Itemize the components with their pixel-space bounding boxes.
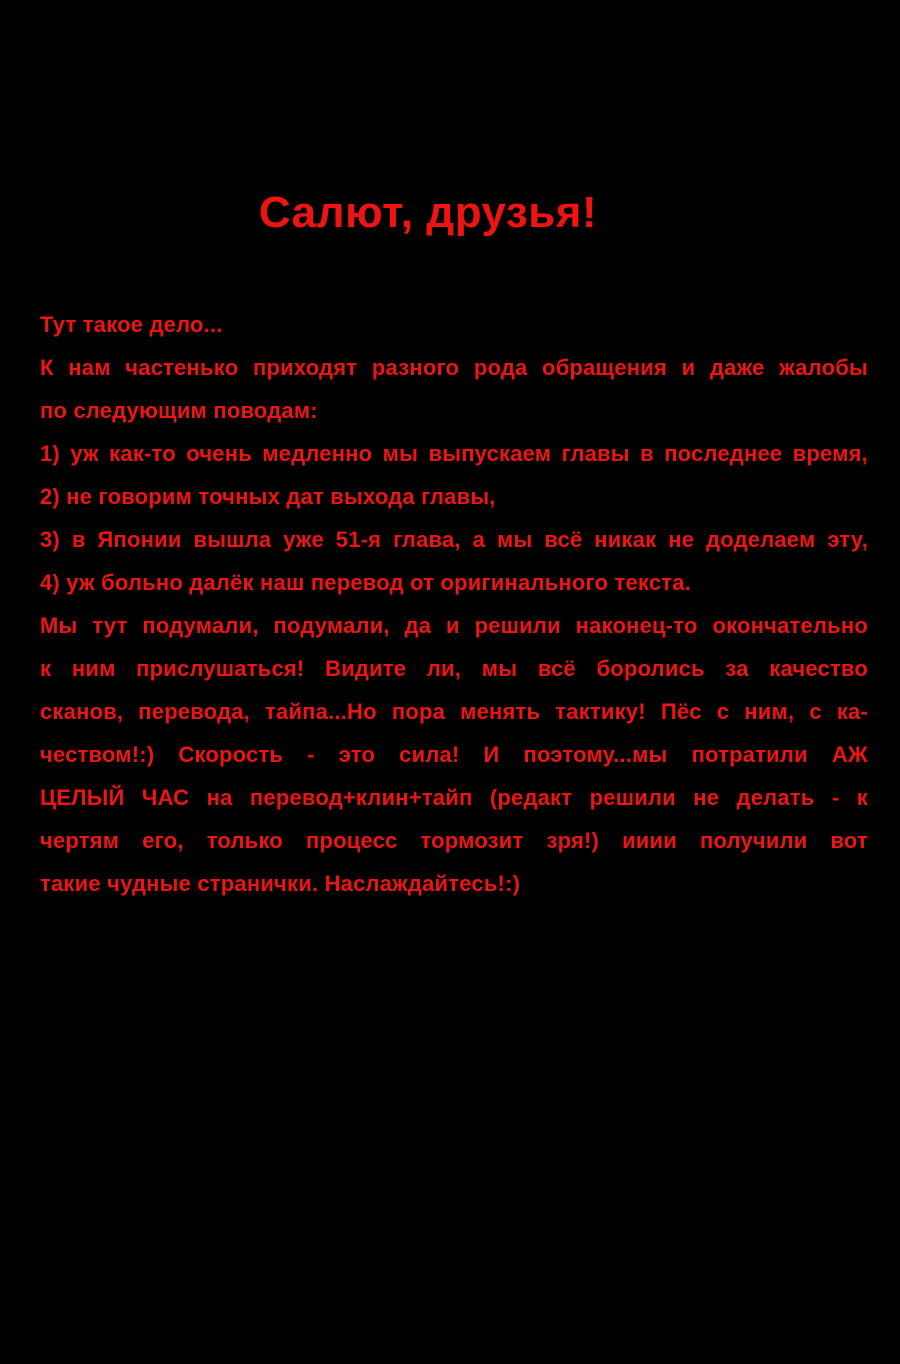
text-line: ЦЕЛЫЙ ЧАС на перевод+клин+тайп (редакт решили не делать - к (40, 785, 868, 810)
text-line: сканов, перевода, тайпа...Но пора менять тактику! Пёс с ним, с ка- (40, 699, 868, 724)
page-title: Салют, друзья! (258, 188, 598, 237)
note-text-block (0, 303, 900, 905)
text-line: такие чудные странички. Наслаждайтесь!:) (40, 871, 521, 896)
text-line: Тут такое дело... (40, 312, 223, 337)
text-line: 3) в Японии вышла уже 51-я глава, а мы всё никак не доделаем эту, (40, 527, 868, 552)
text-line: 4) уж больно далёк наш перевод от оригинального текста. (40, 570, 691, 595)
text-line: 2) не говорим точных дат выхода главы, (40, 484, 496, 509)
text-line: Мы тут подумали, подумали, да и решили наконец-то окончательно (40, 613, 868, 638)
text-line: 1) уж как-то очень медленно мы выпускаем главы в последнее время, (40, 441, 868, 466)
text-line: к ним прислушаться! Видите ли, мы всё боролись за качество (40, 656, 868, 681)
text-line: К нам частенько приходят разного рода обращения и даже жалобы (40, 355, 868, 380)
text-line: чертям его, только процесс тормозит зря!) ииии получили вот (40, 828, 868, 853)
text-line: по следующим поводам: (40, 398, 318, 423)
text-line: чеством!:) Скорость - это сила! И поэтому...мы потратили АЖ (40, 742, 868, 767)
